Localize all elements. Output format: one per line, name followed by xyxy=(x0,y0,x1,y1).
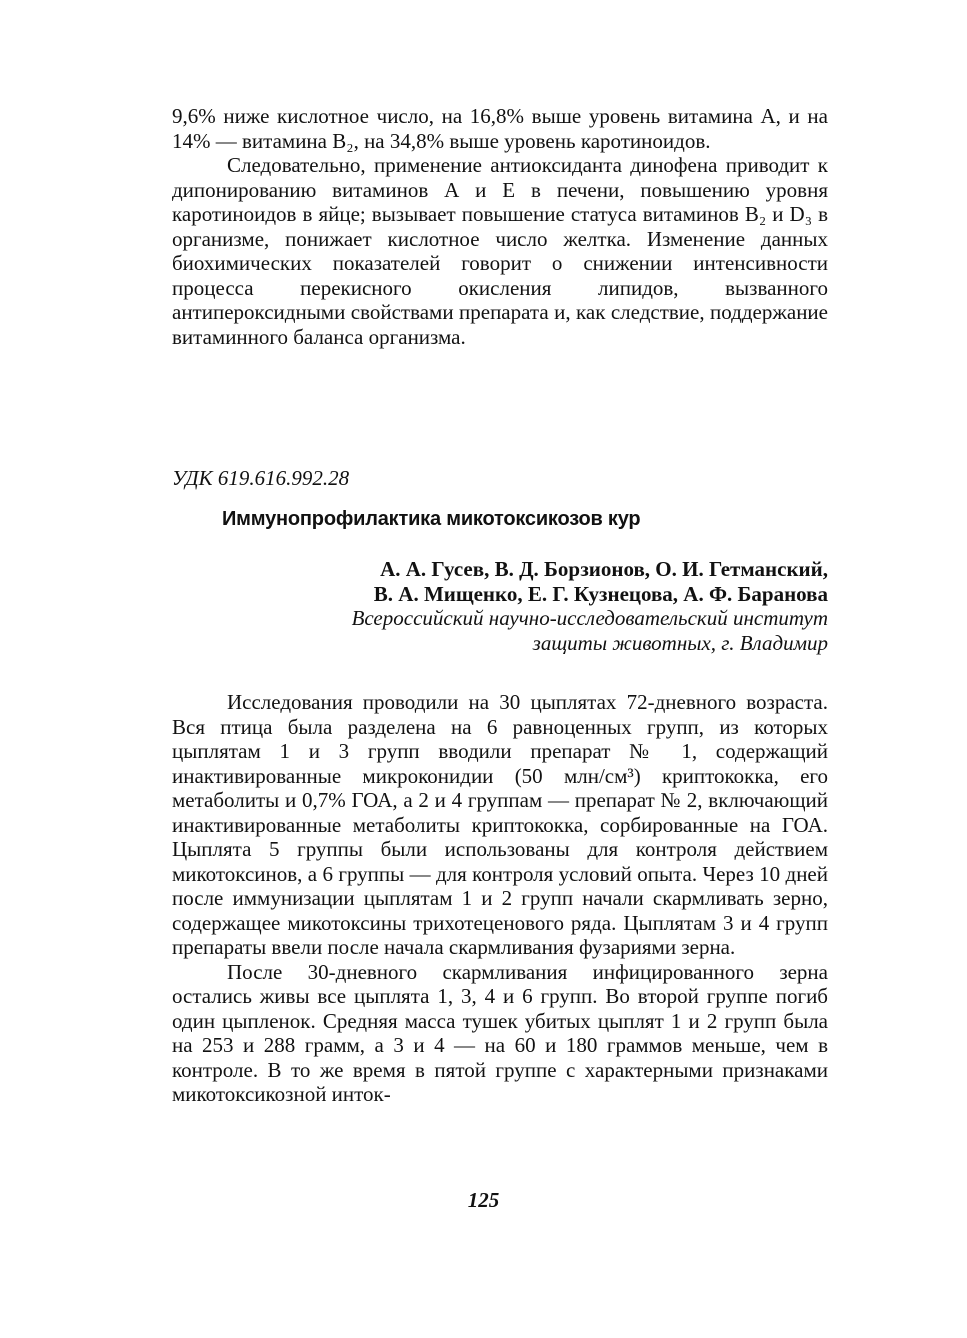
institution-line-1: Всероссийский научно-исследовательский институт xyxy=(351,606,828,630)
udk-code: УДК 619.616.992.28 xyxy=(172,466,350,490)
top-paragraph-2: Следовательно, применение антиоксиданта динофена приводит к дипонированию витаминов А и Е в печени, повышению уровня каротиноидов в яйце; вызывает повышение статуса витаминов В₂ и D₃ в организме, понижает кислотное число желтка. Изменение данных биохимических показателей говорит о снижении интенсивности процесса перекисного окисления липидов, вызванного антипероксидными свойствами препарата и, как следствие, поддержание витаминного баланса организма. xyxy=(172,153,828,349)
article-paragraph-1: Исследования проводили на 30 цыплятах 72-дневного возраста. Вся птица была разделена на 6 равноценных групп, из которых цыплятам 1 и 3 групп вводили препарат № 1, содержащий инактивированные микроконидии (50 млн/см³) криптококка, его метаболиты и 0,7% ГОА, а 2 и 4 группам — препарат № 2, включающий инактивированные метаболиты криптококка, сорбированные на ГОА. Цыплята 5 группы были использованы для контроля действием микотоксинов, а 6 группы — для контроля условий опыта. Через 10 дней после иммунизации цыплятам 1 и 2 групп начали скармливать зерно, содержащее микотоксины трихотеценового ряда. Цыплятам 3 и 4 групп препараты ввели после начала скармливания фузариями зерна. xyxy=(172,690,828,959)
authors-block xyxy=(228,557,828,655)
article-body xyxy=(172,690,828,1107)
top-section xyxy=(172,104,828,349)
authors-line-2: В. А. Мищенко, Е. Г. Кузнецова, А. Ф. Баранова xyxy=(373,581,828,606)
article-paragraph-2: После 30-дневного скармливания инфицированного зерна остались живы все цыплята 1, 3, 4 и 6 групп. Во второй группе погиб один цыпленок. Средняя масса тушек убитых цыплят 1 и 2 групп была на 253 и 288 грамм, а 3 и 4 — на 60 и 180 граммов меньше, чем в контроле. В то же время в пятой группе с характерными признаками микотоксикозной инток- xyxy=(172,959,828,1106)
page-number: 125 xyxy=(467,1188,500,1212)
institution-line-2: защиты животных, г. Владимир xyxy=(532,630,828,655)
top-paragraph-1: 9,6% ниже кислотное число, на 16,8% выше уровень витамина А, и на 14% — витамина В₂, на 34,8% выше уровень каротиноидов. xyxy=(172,104,828,153)
authors-line-1: А. А. Гусев, В. Д. Борзионов, О. И. Гетманский, xyxy=(380,557,828,581)
article-title: Иммунопрофилактика микотоксикозов кур xyxy=(222,508,641,530)
